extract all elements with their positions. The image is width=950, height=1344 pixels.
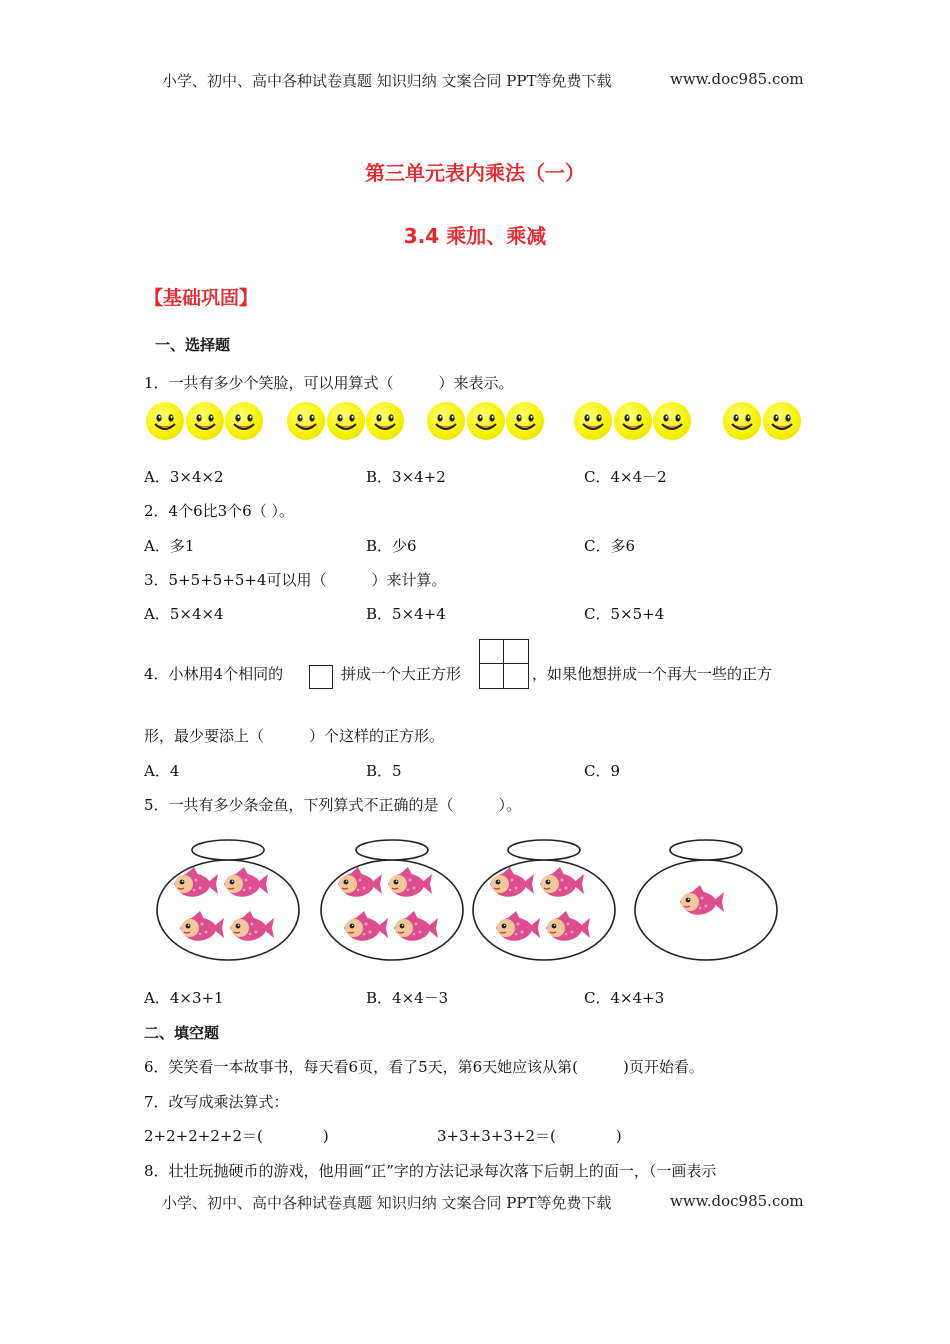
smiley-face-icon — [574, 402, 612, 440]
q5-option-a: A．4×3+1 — [144, 989, 224, 1007]
small-square-icon — [309, 665, 333, 689]
lesson-title: 3.4 乘加、乘减 — [403, 224, 547, 248]
smiley-face-icon — [763, 402, 801, 440]
q3-option-c: C．5×5+4 — [584, 605, 665, 623]
smiley-face-icon — [614, 402, 652, 440]
unit-title: 第三单元表内乘法（一） — [365, 161, 585, 185]
q1-option-c: C．4×4－2 — [584, 468, 667, 486]
header-text: 小学、初中、高中各种试卷真题 知识归纳 文案合同 PPT等免费下载 — [162, 72, 612, 90]
fishbowl — [318, 836, 466, 962]
q4-text-part2: 拼成一个大正方形 — [341, 665, 462, 683]
smiley-face-icon — [287, 402, 325, 440]
smiley-face-icon — [506, 402, 544, 440]
q4-text-line2: 形，最少要添上（ ）个这样的正方形。 — [144, 727, 445, 745]
q7-expr2: 3+3+3+3+2＝( ) — [437, 1127, 622, 1145]
smiley-face-icon — [653, 402, 691, 440]
q8-text: 8．壮壮玩抛硬币的游戏，他用画“正”字的方法记录每次落下后朝上的面一，（一画表示 — [144, 1162, 717, 1180]
q3-text: 3．5+5+5+5+4可以用（ ）来计算。 — [144, 571, 447, 589]
q2-option-b: B．少6 — [366, 537, 417, 555]
q1-option-b: B．3×4+2 — [366, 468, 446, 486]
level-label: 【基础巩固】 — [144, 287, 259, 309]
q7-expr1: 2+2+2+2+2＝( ) — [144, 1127, 329, 1145]
q7-text: 7．改写成乘法算式： — [144, 1093, 289, 1111]
q6-text: 6．笑笑看一本故事书，每天看6页，看了5天，第6天她应该从第( )页开始看。 — [144, 1058, 704, 1076]
smiley-face-icon — [327, 402, 365, 440]
smiley-face-icon — [467, 402, 505, 440]
fishbowl — [632, 836, 780, 962]
q4-text-part1: 4．小林用4个相同的 — [144, 665, 284, 683]
q4-option-a: A．4 — [144, 762, 180, 780]
q4-option-b: B．5 — [366, 762, 402, 780]
q5-option-c: C．4×4+3 — [584, 989, 665, 1007]
big-square-grid-icon — [479, 639, 529, 689]
q2-text: 2．4个6比3个6（ ）。 — [144, 502, 294, 520]
smiley-face-icon — [186, 402, 224, 440]
footer-site: www.doc985.com — [670, 1192, 804, 1210]
smiley-face-icon — [723, 402, 761, 440]
q5-text: 5．一共有多少条金鱼，下列算式不正确的是（ ）。 — [144, 796, 522, 814]
q3-option-b: B．5×4+4 — [366, 605, 446, 623]
q3-option-a: A．5×4×4 — [144, 605, 224, 623]
smiley-face-icon — [225, 402, 263, 440]
smiley-face-icon — [146, 402, 184, 440]
section1-title: 一、选择题 — [155, 336, 231, 354]
q1-text: 1．一共有多少个笑脸，可以用算式（ ）来表示。 — [144, 374, 514, 392]
q2-option-a: A．多1 — [144, 537, 195, 555]
footer-text: 小学、初中、高中各种试卷真题 知识归纳 文案合同 PPT等免费下载 — [162, 1194, 612, 1212]
q4-option-c: C．9 — [584, 762, 621, 780]
q5-option-b: B．4×4－3 — [366, 989, 449, 1007]
q4-text-part3: ，如果他想拼成一个再大一些的正方 — [532, 665, 773, 683]
section2-title: 二、填空题 — [144, 1024, 220, 1042]
header-site: www.doc985.com — [670, 70, 804, 88]
q2-option-c: C．多6 — [584, 537, 636, 555]
smiley-face-icon — [366, 402, 404, 440]
q1-option-a: A．3×4×2 — [144, 468, 224, 486]
fishbowl — [470, 836, 618, 962]
fishbowl — [154, 836, 302, 962]
smiley-face-icon — [427, 402, 465, 440]
